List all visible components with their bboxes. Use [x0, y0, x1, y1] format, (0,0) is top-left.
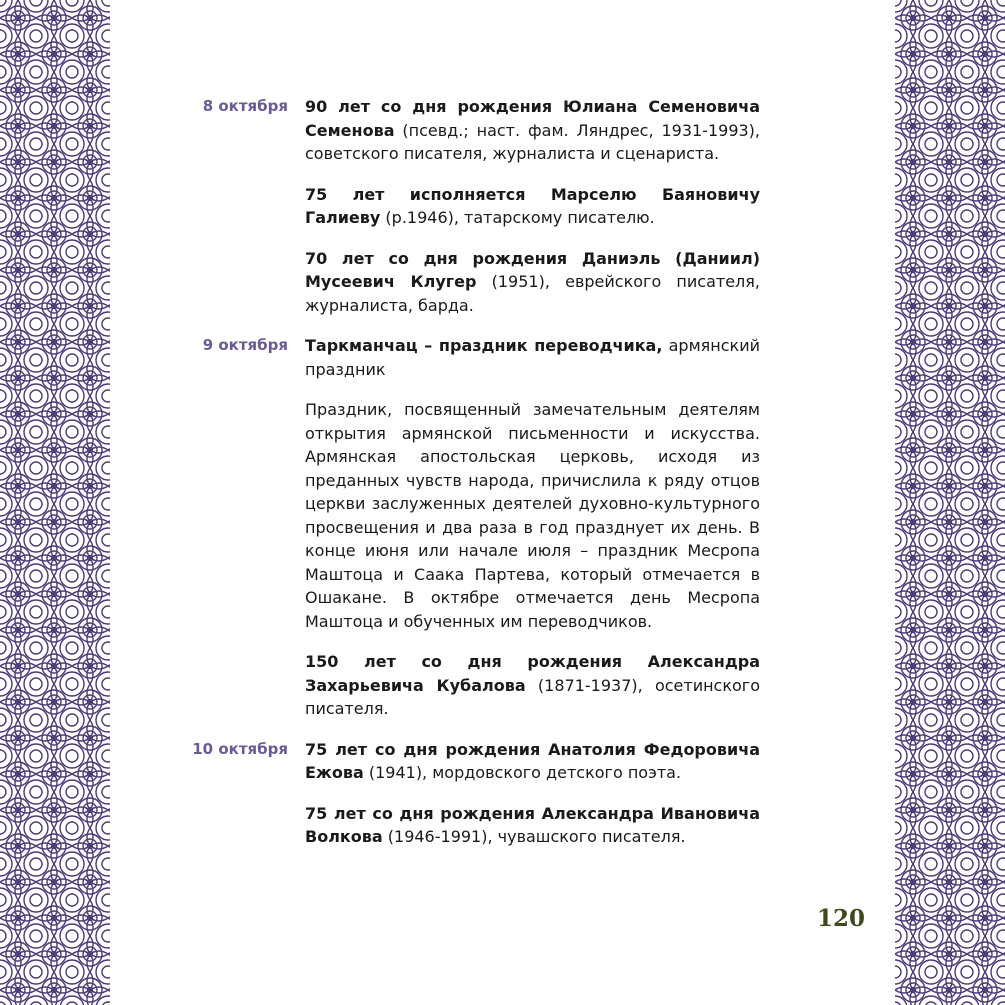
- date-entry-oct-10: [140, 738, 760, 866]
- calendar-content: [140, 95, 760, 866]
- date-label: 8 октября: [202, 97, 288, 115]
- item-text: (1951), еврейского писателя, журналиста, барда.: [305, 272, 760, 315]
- item-text: армянский праздник: [305, 336, 760, 379]
- decorative-pattern-left: [0, 0, 110, 1005]
- ornament-pattern-left: [0, 0, 110, 1005]
- list-item: [305, 738, 760, 785]
- list-item: [305, 650, 760, 721]
- decorative-pattern-right: [895, 0, 1005, 1005]
- item-text: (р.1946), татарскому писателю.: [380, 208, 655, 227]
- item-title: 75 лет исполняется Марселю Баяновичу Галиеву: [305, 184, 760, 227]
- page-number: 120: [816, 905, 865, 932]
- item-title: 150 лет со дня рождения Александра Захарьевича Кубалова: [305, 652, 760, 695]
- list-item: [305, 247, 760, 318]
- date-label: 10 октября: [192, 739, 288, 758]
- item-title: 75 лет со дня рождения Анатолия Федоровича Ежова: [305, 739, 760, 782]
- list-item: [305, 183, 760, 230]
- ornament-pattern-right: [895, 0, 1005, 1005]
- entry-items: [305, 95, 760, 334]
- item-title: Таркманчац – праздник переводчика,: [305, 336, 663, 355]
- list-item: [305, 95, 760, 166]
- entry-items: [305, 334, 760, 738]
- item-text: (1941), мордовского детского поэта.: [363, 763, 682, 782]
- date-entry-oct-9: [140, 334, 760, 738]
- item-title: 70 лет со дня рождения Даниэль (Даниил) Мусеевич Клугер: [305, 248, 760, 291]
- item-text: (1946-1991), чувашского писателя.: [382, 827, 686, 846]
- item-title: 90 лет со дня рождения Юлиана Семеновича Семенова: [305, 97, 760, 140]
- list-item: [305, 334, 760, 381]
- item-text: Праздник, посвященный замечательным деятелям открытия армянской письменности и искусства. Армянская апостольская церковь, исходя из преданных чувств народа, причислила к ряду отцов церкви заслуженных деятелей духовно-культурного просвещения и два раза в год празднует их день. В конце июня или начале июля – праздник Месропа Маштоца и Саака Партева, который отмечается в Ошакане. В октябре отмечается день Месропа Маштоца и обученных им переводчиков.: [305, 400, 760, 631]
- entry-items: [305, 738, 760, 866]
- date-entry-oct-8: [140, 95, 760, 334]
- item-text: (1871-1937), осетинского писателя.: [305, 675, 761, 718]
- item-text: (псевд.; наст. фам. Ляндрес, 1931-1993), советского писателя, журналиста и сценариста.: [305, 120, 760, 163]
- item-title: 75 лет со дня рождения Александра Ивановича Волкова: [305, 803, 760, 846]
- date-label: 9 октября: [202, 336, 288, 354]
- list-item: [305, 802, 760, 849]
- list-item: [305, 398, 760, 633]
